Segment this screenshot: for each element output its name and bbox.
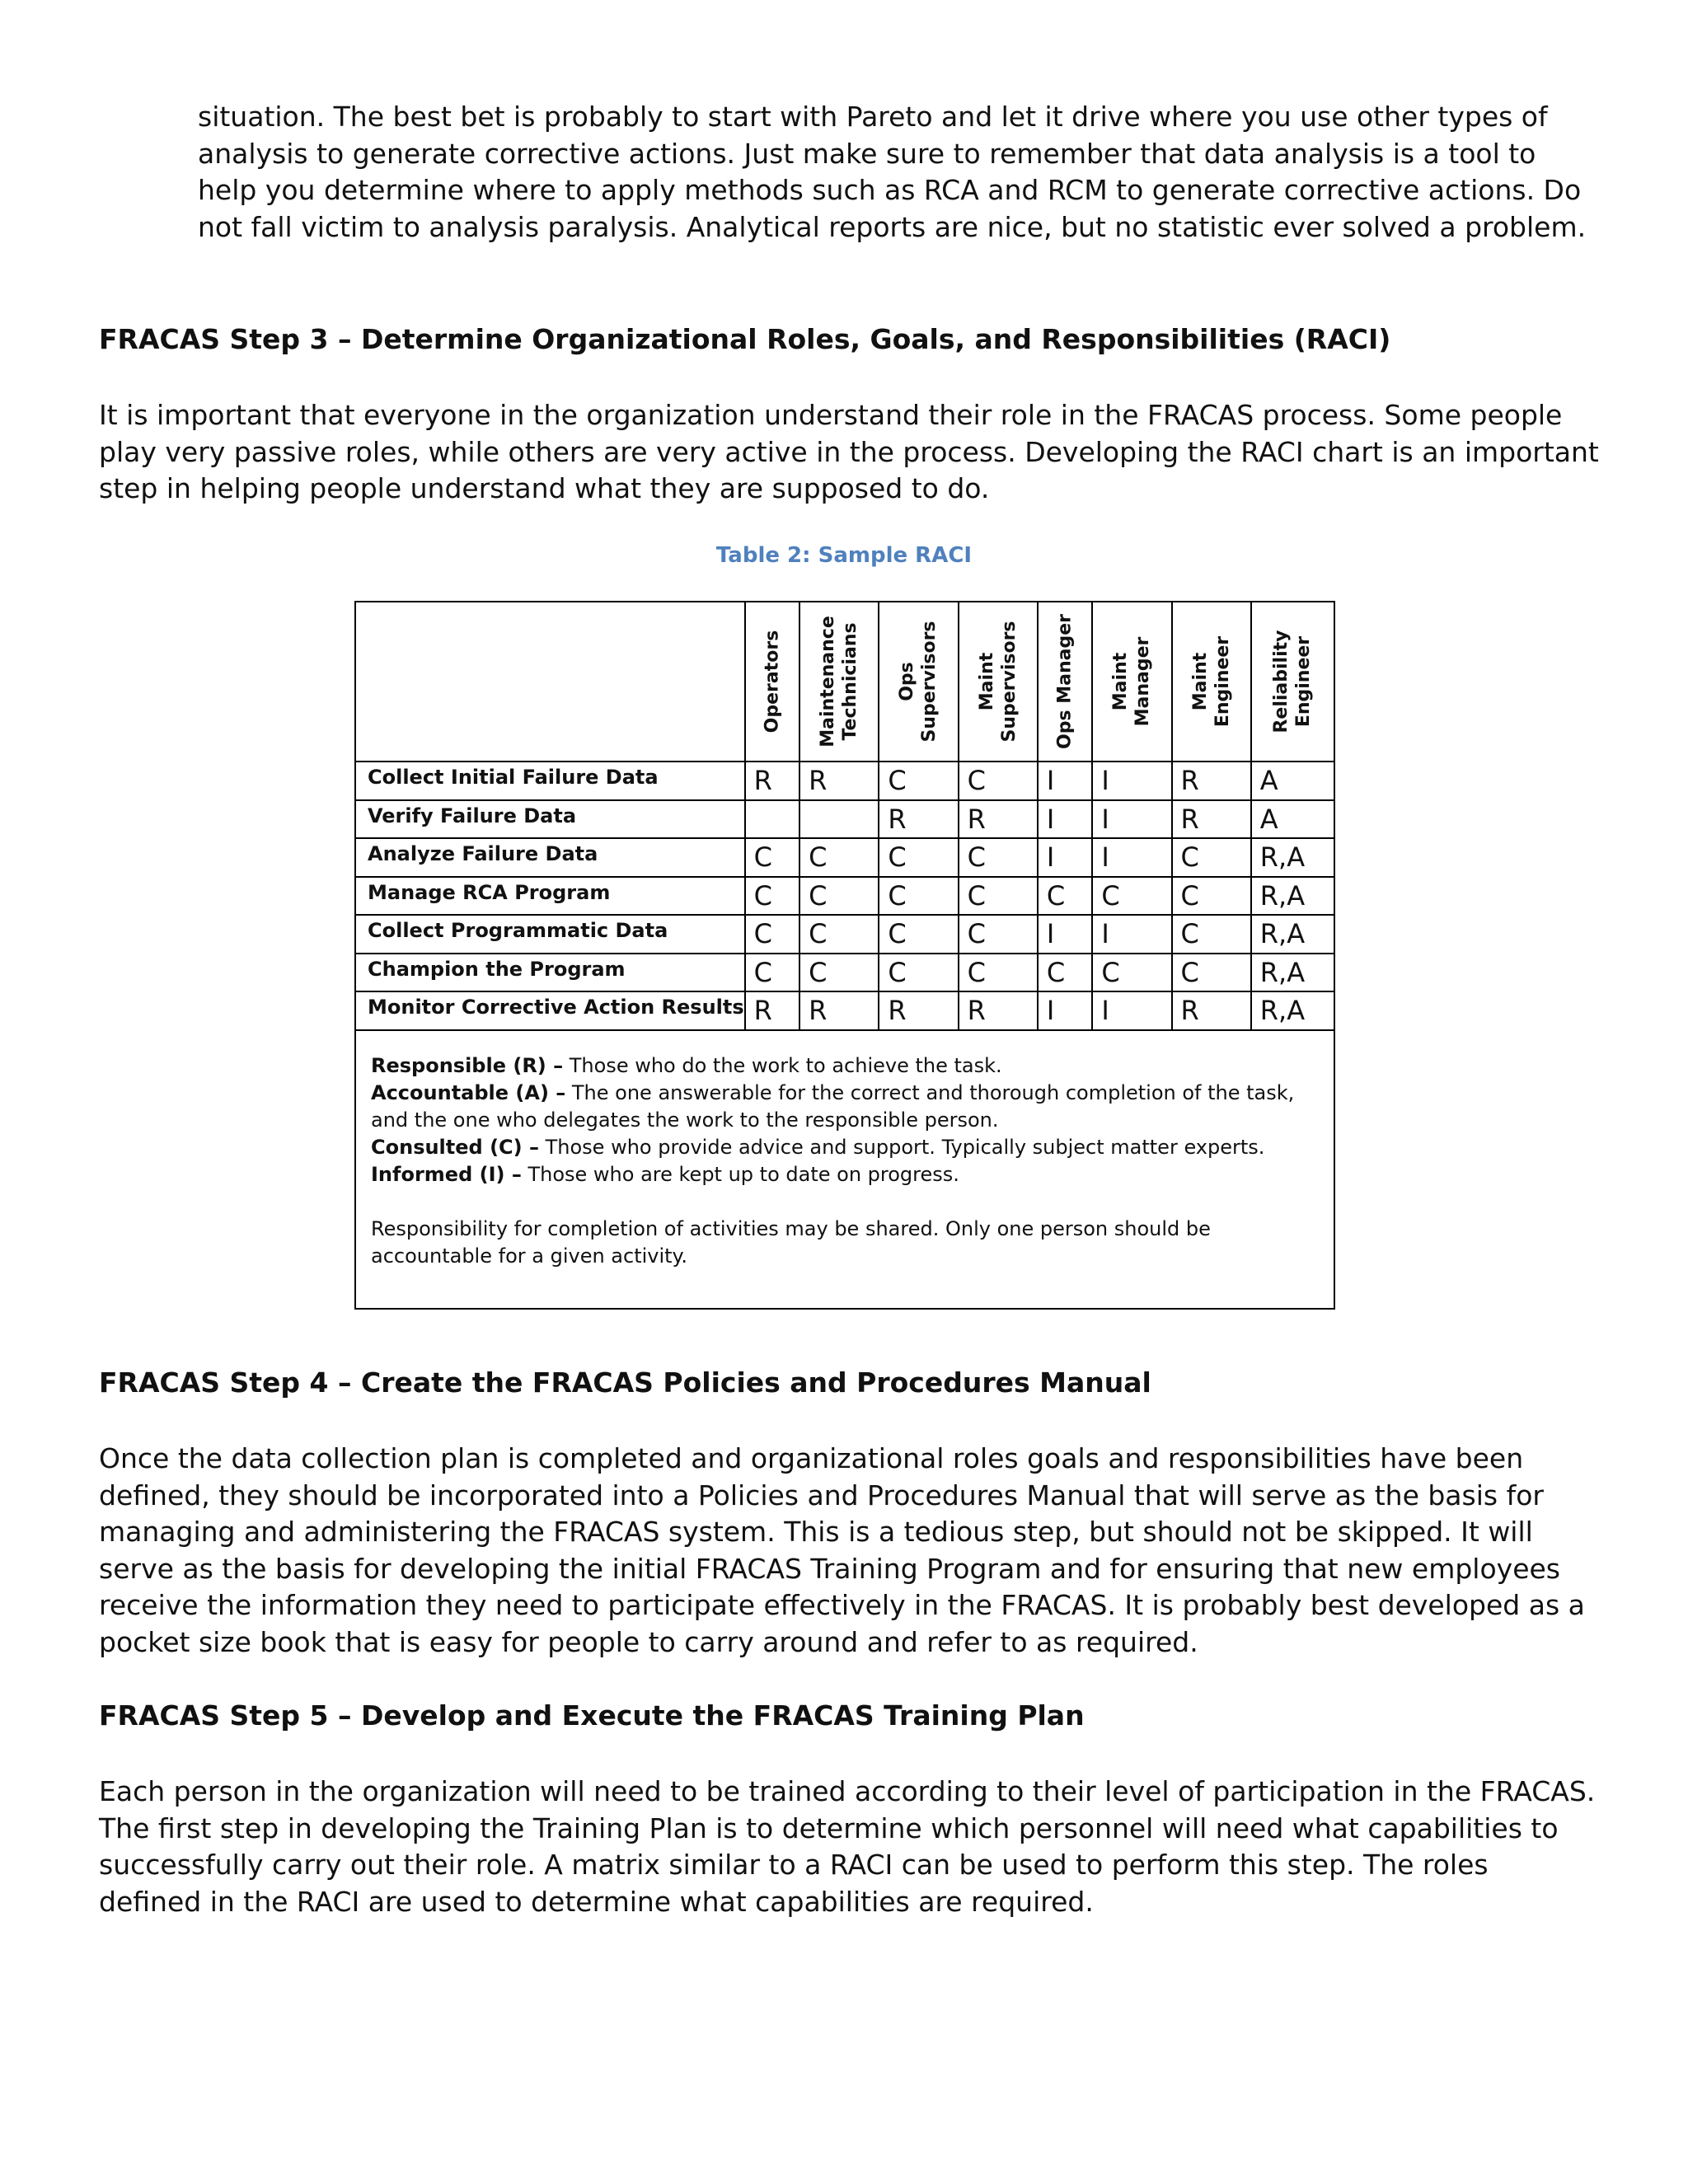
raci-cell: C bbox=[959, 915, 1038, 954]
raci-cell: R bbox=[1172, 991, 1251, 1030]
legend-note: Responsibility for completion of activities may be shared. Only one person should be accountable for a given activity. bbox=[371, 1217, 1211, 1268]
raci-row bbox=[356, 762, 1334, 800]
step4-heading: FRACAS Step 4 – Create the FRACAS Policies and Procedures Manual bbox=[99, 1366, 1151, 1399]
raci-legend bbox=[371, 1052, 1319, 1270]
raci-cell: R,A bbox=[1251, 991, 1334, 1030]
raci-cell: C bbox=[799, 954, 879, 992]
role-header bbox=[745, 602, 799, 762]
role-label: Operators bbox=[762, 630, 783, 733]
raci-cell: C bbox=[1172, 838, 1251, 877]
raci-cell: C bbox=[799, 838, 879, 877]
role-header bbox=[1092, 602, 1171, 762]
raci-cell bbox=[799, 800, 879, 839]
raci-cell: R,A bbox=[1251, 915, 1334, 954]
legend-desc: The one answerable for the correct and thorough completion of the task, and the one who delegates the work to the responsible person. bbox=[371, 1081, 1295, 1132]
raci-cell: C bbox=[879, 915, 958, 954]
role-label: Ops Supervisors bbox=[897, 621, 940, 743]
raci-cell: I bbox=[1092, 991, 1171, 1030]
header-corner bbox=[356, 602, 745, 762]
raci-cell: R bbox=[879, 991, 958, 1030]
raci-row bbox=[356, 838, 1334, 877]
raci-cell: C bbox=[879, 954, 958, 992]
activity-label: Collect Initial Failure Data bbox=[356, 762, 745, 800]
raci-cell: C bbox=[745, 877, 799, 916]
raci-cell: A bbox=[1251, 762, 1334, 800]
raci-row bbox=[356, 915, 1334, 954]
legend-term: Accountable (A) – bbox=[371, 1081, 566, 1104]
raci-cell: I bbox=[1092, 762, 1171, 800]
raci-cell: C bbox=[959, 762, 1038, 800]
raci-cell: C bbox=[1092, 954, 1171, 992]
role-label: Maint Manager bbox=[1110, 636, 1154, 727]
legend-term: Consulted (C) – bbox=[371, 1136, 539, 1159]
raci-cell: R bbox=[959, 991, 1038, 1030]
raci-cell: R bbox=[1172, 762, 1251, 800]
raci-cell: I bbox=[1038, 762, 1092, 800]
step3-body: It is important that everyone in the organization understand their role in the FRACAS process. Some people play very passive roles, while others are very active in the process. Developing the RACI chart is an important step in helping people understand what they are supposed to do. bbox=[99, 399, 1599, 504]
raci-cell: R bbox=[959, 800, 1038, 839]
raci-cell: C bbox=[745, 838, 799, 877]
raci-cell: I bbox=[1038, 838, 1092, 877]
activity-label: Manage RCA Program bbox=[356, 877, 745, 916]
role-label: Maint Engineer bbox=[1189, 635, 1233, 728]
role-header bbox=[879, 602, 958, 762]
raci-cell: R bbox=[799, 762, 879, 800]
role-header bbox=[959, 602, 1038, 762]
raci-cell: C bbox=[879, 877, 958, 916]
raci-cell: C bbox=[799, 877, 879, 916]
activity-label: Collect Programmatic Data bbox=[356, 915, 745, 954]
raci-cell: C bbox=[1092, 877, 1171, 916]
role-header bbox=[1251, 602, 1334, 762]
raci-cell: C bbox=[1172, 877, 1251, 916]
raci-cell: I bbox=[1092, 915, 1171, 954]
raci-row bbox=[356, 991, 1334, 1030]
raci-table bbox=[354, 601, 1335, 1310]
raci-cell: A bbox=[1251, 800, 1334, 839]
legend-term: Informed (I) – bbox=[371, 1163, 522, 1186]
raci-cell: R,A bbox=[1251, 838, 1334, 877]
raci-row bbox=[356, 800, 1334, 839]
raci-cell: I bbox=[1038, 915, 1092, 954]
raci-cell: R bbox=[879, 800, 958, 839]
activity-label: Monitor Corrective Action Results bbox=[356, 991, 745, 1030]
raci-cell: C bbox=[745, 954, 799, 992]
raci-cell: C bbox=[1038, 877, 1092, 916]
raci-cell: C bbox=[879, 838, 958, 877]
raci-cell: C bbox=[959, 954, 1038, 992]
raci-cell: C bbox=[959, 877, 1038, 916]
raci-cell: I bbox=[1092, 838, 1171, 877]
raci-cell: C bbox=[1038, 954, 1092, 992]
raci-cell: I bbox=[1038, 800, 1092, 839]
raci-cell bbox=[745, 800, 799, 839]
role-header bbox=[1172, 602, 1251, 762]
raci-cell: C bbox=[959, 838, 1038, 877]
activity-label: Analyze Failure Data bbox=[356, 838, 745, 877]
role-label: Ops Manager bbox=[1054, 614, 1076, 749]
raci-cell: R,A bbox=[1251, 877, 1334, 916]
raci-grid bbox=[356, 602, 1334, 1031]
role-label: Maint Supervisors bbox=[976, 621, 1020, 743]
legend-desc: Those who are kept up to date on progress. bbox=[521, 1163, 959, 1186]
activity-label: Champion the Program bbox=[356, 954, 745, 992]
raci-cell: I bbox=[1092, 800, 1171, 839]
raci-cell: R bbox=[799, 991, 879, 1030]
legend-item bbox=[371, 1080, 1319, 1134]
role-header bbox=[799, 602, 879, 762]
step5-body: Each person in the organization will need to be trained according to their level of participation in the FRACAS. The first step in developing the Training Plan is to determine which personnel will need what capabilities to successfully carry out their role. A matrix similar to a RACI can be used to perform this step. The roles defined in the RACI are used to determine what capabilities are required. bbox=[99, 1775, 1596, 1918]
raci-header-row bbox=[356, 602, 1334, 762]
raci-cell: C bbox=[1172, 915, 1251, 954]
raci-cell: C bbox=[879, 762, 958, 800]
table-caption: Table 2: Sample RACI bbox=[715, 543, 973, 568]
raci-row bbox=[356, 954, 1334, 992]
raci-cell: R bbox=[1172, 800, 1251, 839]
legend-term: Responsible (R) – bbox=[371, 1054, 564, 1077]
raci-cell: R bbox=[745, 762, 799, 800]
legend-desc: Those who provide advice and support. Typically subject matter experts. bbox=[538, 1136, 1265, 1159]
raci-cell: C bbox=[1172, 954, 1251, 992]
step3-heading: FRACAS Step 3 – Determine Organizational Roles, Goals, and Responsibilities (RACI) bbox=[99, 323, 1391, 355]
legend-item bbox=[371, 1134, 1319, 1161]
legend-desc: Those who do the work to achieve the task. bbox=[563, 1054, 1002, 1077]
raci-cell: C bbox=[745, 915, 799, 954]
legend-item bbox=[371, 1052, 1319, 1080]
step4-body: Once the data collection plan is completed and organizational roles goals and responsibilities have been defined, they should be incorporated into a Policies and Procedures Manual that will serve as the basis for managing and administering the FRACAS system. This is a tedious step, but should not be skipped. It will serve as the basis for developing the initial FRACAS Training Program and for ensuring that new employees receive the information they need to participate effectively in the FRACAS. It is probably best developed as a pocket size book that is easy for people to carry around and refer to as required. bbox=[99, 1442, 1585, 1658]
raci-cell: R,A bbox=[1251, 954, 1334, 992]
intro-paragraph: situation. The best bet is probably to start with Pareto and let it drive where you use other types of analysis to generate corrective actions. Just make sure to remember that data analysis is a tool to help you determine where to apply methods such as RCA and RCM to generate corrective actions. Do not fall victim to analysis paralysis. Analytical reports are nice, but no statistic ever solved a problem. bbox=[198, 101, 1587, 243]
raci-cell: R bbox=[745, 991, 799, 1030]
role-header bbox=[1038, 602, 1092, 762]
activity-label: Verify Failure Data bbox=[356, 800, 745, 839]
role-label: Maintenance Technicians bbox=[818, 616, 861, 748]
role-label: Reliability Engineer bbox=[1271, 630, 1315, 733]
raci-cell: C bbox=[799, 915, 879, 954]
legend-item bbox=[371, 1161, 1319, 1188]
step5-heading: FRACAS Step 5 – Develop and Execute the FRACAS Training Plan bbox=[99, 1699, 1085, 1732]
raci-cell: I bbox=[1038, 991, 1092, 1030]
raci-row bbox=[356, 877, 1334, 916]
